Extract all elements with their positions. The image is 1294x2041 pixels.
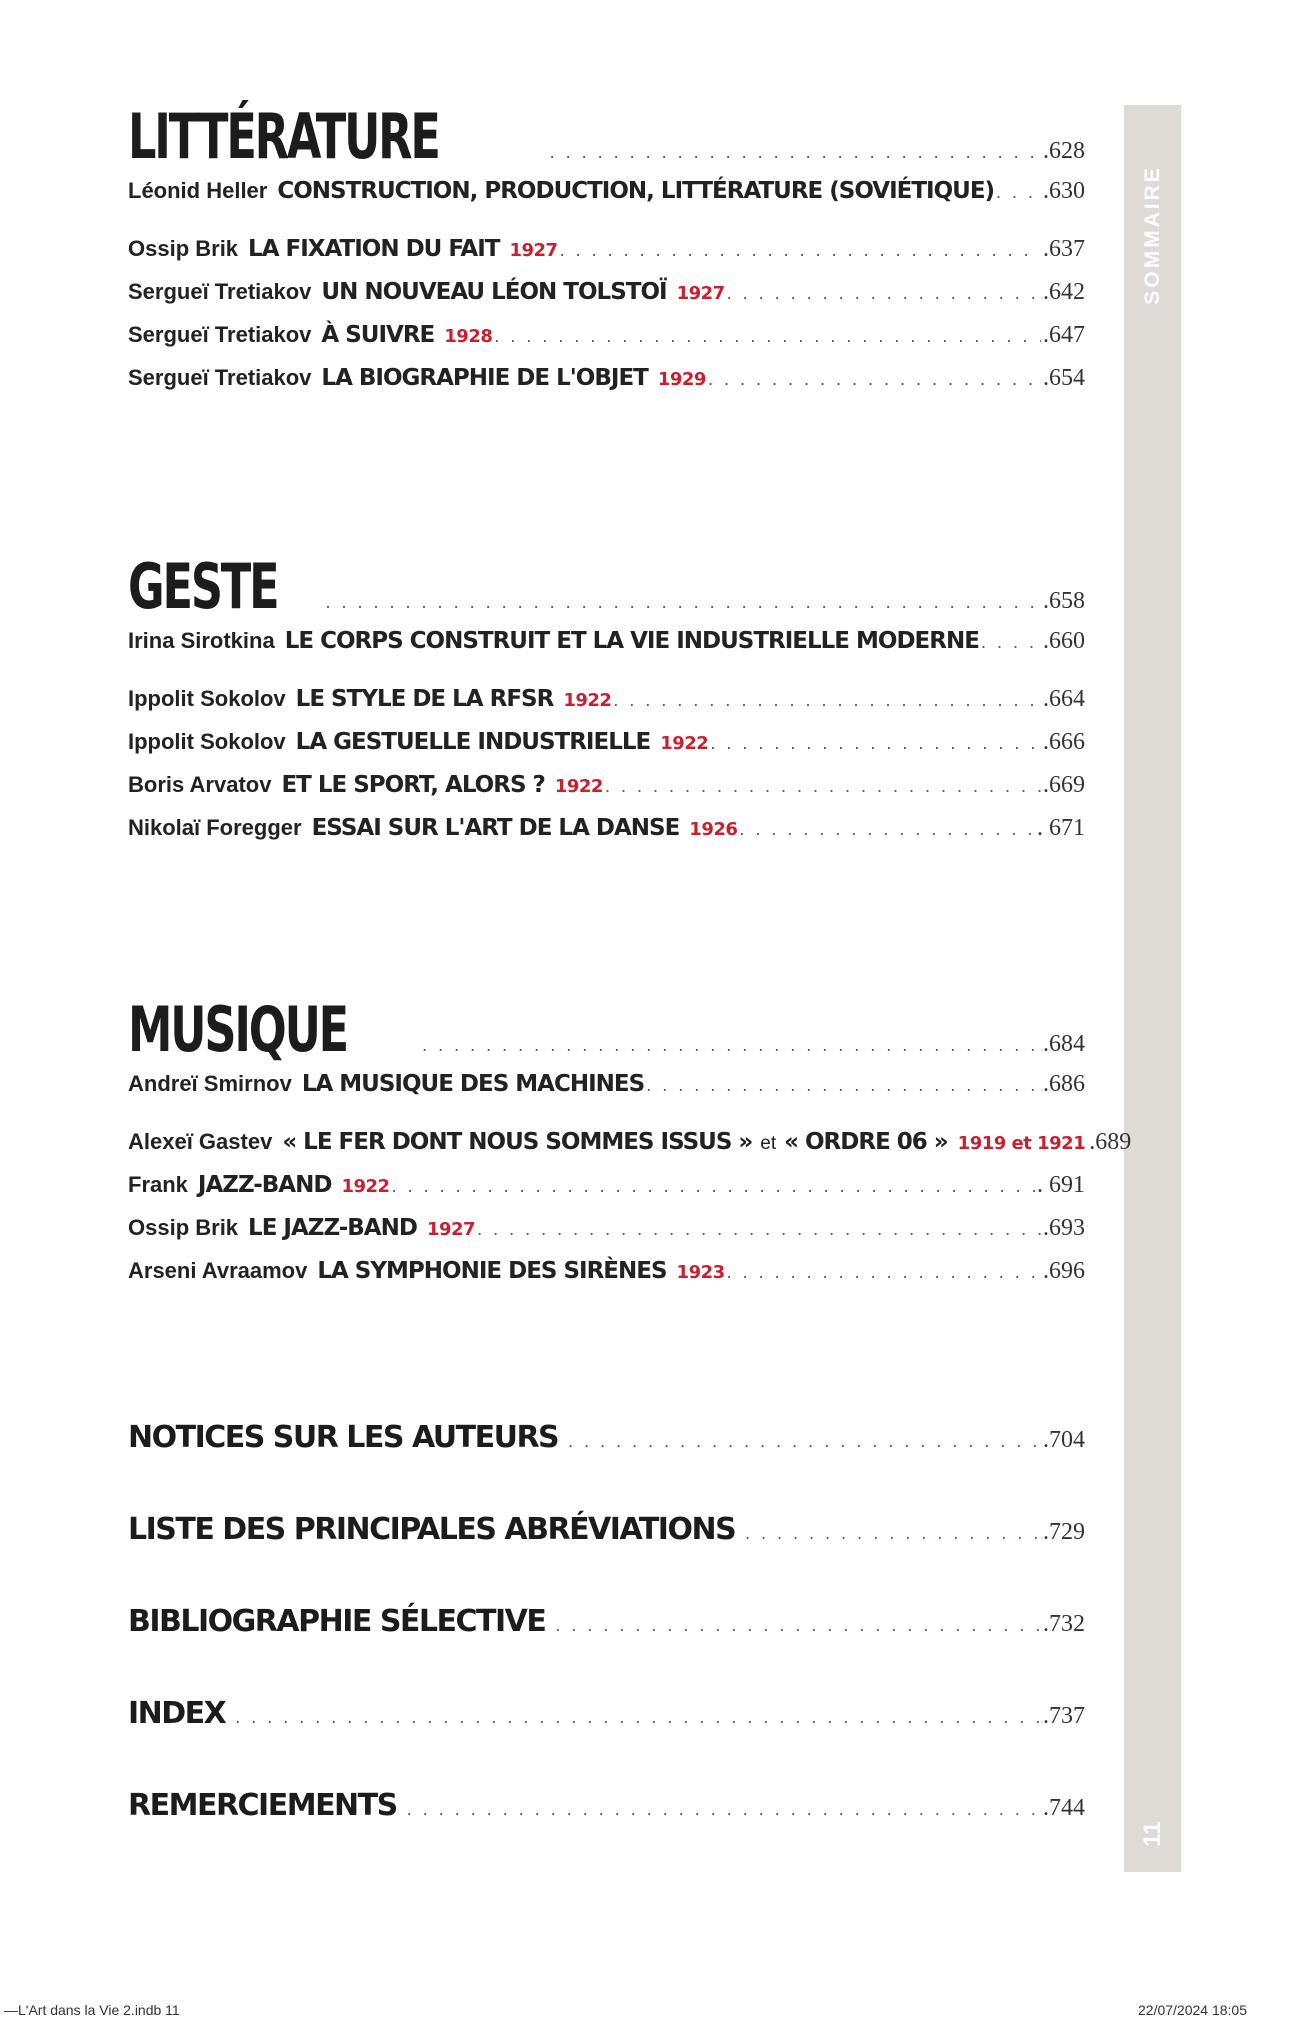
entry-title: LA FIXATION DU FAIT (248, 236, 500, 262)
page-ref: .729 (1043, 1519, 1085, 1545)
page-ref: .660 (1043, 628, 1085, 654)
footer-date: 22/07/2024 18:05 (1138, 2002, 1247, 2018)
dot-leader (605, 776, 1041, 797)
toc-entry[interactable] (128, 686, 1085, 713)
toc-entry[interactable] (128, 1172, 1085, 1199)
entry-author: Nikolaï Foregger (128, 815, 302, 840)
entry-year: 1922 (660, 733, 709, 754)
dot-leader (745, 1523, 1041, 1544)
dot-leader (568, 1431, 1041, 1452)
entry-year: 1922 (554, 776, 603, 797)
entry-author: Ossip Brik (128, 236, 239, 261)
entry-title: CONSTRUCTION, PRODUCTION, LITTÉRATURE (SOVIÉTIQUE) (277, 178, 995, 204)
entry-title: UN NOUVEAU LÉON TOLSTOÏ (321, 279, 667, 305)
toc-entry[interactable] (128, 729, 1085, 756)
dot-leader (727, 283, 1041, 304)
entry-year: 1926 (689, 819, 738, 840)
appendix-entry[interactable] (128, 1512, 1085, 1547)
toc-entry[interactable] (128, 322, 1085, 349)
page-ref: .689 (1089, 1129, 1132, 1155)
entry-author: Alexeï Gastev (128, 1129, 273, 1154)
appendix-title: INDEX (128, 1696, 226, 1731)
toc-entry[interactable] (128, 772, 1085, 799)
toc-entry[interactable] (128, 279, 1085, 306)
entry-title: JAZZ-BAND (197, 1172, 332, 1198)
entry-title: LA GESTUELLE INDUSTRIELLE (295, 729, 651, 755)
appendix-entry[interactable] (128, 1604, 1085, 1639)
toc-entry[interactable] (128, 628, 1085, 655)
entry-year: 1929 (657, 369, 706, 390)
page-ref: .637 (1043, 236, 1085, 262)
section-heading-row[interactable] (128, 550, 1085, 623)
entry-title: LE JAZZ-BAND (248, 1215, 417, 1241)
dot-leader (550, 142, 1041, 163)
entry-author: Irina Sirotkina (128, 628, 275, 653)
appendix-title: REMERCIEMENTS (128, 1788, 397, 1823)
entry-title: LA BIOGRAPHIE DE L'OBJET (321, 365, 648, 391)
page-ref: . 691 (1037, 1172, 1085, 1198)
appendix-title: NOTICES SUR LES AUTEURS (128, 1420, 559, 1455)
page-ref: .658 (1043, 588, 1085, 614)
section-heading-row[interactable] (128, 993, 1085, 1066)
dot-leader (560, 240, 1041, 261)
entry-author: Ossip Brik (128, 1215, 239, 1240)
entry-year: 1922 (341, 1176, 390, 1197)
footer-file: —L'Art dans la Vie 2.indb 11 (4, 2002, 180, 2018)
entry-author: Sergueï Tretiakov (128, 279, 312, 304)
entry-author: Ippolit Sokolov (128, 729, 286, 754)
appendix-entry[interactable] (128, 1788, 1085, 1823)
dot-leader (235, 1707, 1041, 1728)
dot-leader (392, 1176, 1035, 1197)
page-ref: .642 (1043, 279, 1085, 305)
dot-leader (555, 1615, 1041, 1636)
dot-leader (494, 326, 1041, 347)
page-ref: .630 (1043, 178, 1085, 204)
appendix-title: LISTE DES PRINCIPALES ABRÉVIATIONS (128, 1512, 736, 1547)
entry-author: Boris Arvatov (128, 772, 272, 797)
entry-year: 1919 et 1921 (957, 1133, 1086, 1154)
page-ref: .669 (1043, 772, 1085, 798)
entry-title: « LE FER DONT NOUS SOMMES ISSUS » (282, 1129, 753, 1155)
toc-entry[interactable] (128, 1215, 1085, 1242)
sidebar-tab (1124, 105, 1181, 1872)
page-ref: .654 (1043, 365, 1085, 391)
dot-leader (708, 369, 1041, 390)
dot-leader (710, 733, 1041, 754)
section-heading: GESTE (128, 550, 278, 623)
entry-author: Arseni Avraamov (128, 1258, 308, 1283)
toc-entry[interactable] (128, 236, 1085, 263)
entry-author: Andreï Smirnov (128, 1071, 292, 1096)
page-ref: .732 (1043, 1611, 1085, 1637)
entry-year: 1927 (509, 240, 558, 261)
dot-leader (326, 592, 1041, 613)
dot-leader (422, 1035, 1041, 1056)
entry-year: 1923 (676, 1262, 725, 1283)
page-ref: . 671 (1037, 815, 1085, 841)
section-heading: LITTÉRATURE (128, 100, 439, 173)
entry-title: À SUIVRE (321, 322, 435, 348)
page-ref: .664 (1043, 686, 1085, 712)
section-heading: MUSIQUE (128, 993, 348, 1066)
toc-entry[interactable] (128, 365, 1085, 392)
toc-entry[interactable] (128, 1071, 1085, 1098)
entry-title-second: « ORDRE 06 » (784, 1129, 948, 1155)
toc-entry[interactable] (128, 178, 1085, 205)
entry-author: Sergueï Tretiakov (128, 322, 312, 347)
page-number: 11 (1138, 1821, 1166, 1847)
dot-leader (407, 1799, 1041, 1820)
page-ref: .686 (1043, 1071, 1085, 1097)
appendix-entry[interactable] (128, 1420, 1085, 1455)
page-ref: .693 (1043, 1215, 1085, 1241)
entry-author: Sergueï Tretiakov (128, 365, 312, 390)
entry-title: LE STYLE DE LA RFSR (295, 686, 554, 712)
entry-author: Léonid Heller (128, 178, 268, 203)
page-ref: .744 (1043, 1795, 1085, 1821)
section-heading-row[interactable] (128, 100, 1085, 173)
dot-leader (981, 632, 1041, 653)
page-ref: .684 (1043, 1031, 1085, 1057)
appendix-title: BIBLIOGRAPHIE SÉLECTIVE (128, 1604, 546, 1639)
page-ref: .647 (1043, 322, 1085, 348)
appendix-entry[interactable] (128, 1696, 1085, 1731)
sidebar-label: SOMMAIRE (1140, 165, 1164, 305)
dot-leader (477, 1219, 1041, 1240)
entry-author: Frank (128, 1172, 188, 1197)
page-ref: .696 (1043, 1258, 1085, 1284)
entry-title: LA SYMPHONIE DES SIRÈNES (317, 1258, 667, 1284)
entry-title: LE CORPS CONSTRUIT ET LA VIE INDUSTRIELLE MODERNE (284, 628, 979, 654)
entry-title: ET LE SPORT, ALORS ? (281, 772, 545, 798)
dot-leader (727, 1262, 1041, 1283)
entry-title: LA MUSIQUE DES MACHINES (301, 1071, 645, 1097)
page-ref: .737 (1043, 1703, 1085, 1729)
dot-leader (996, 182, 1041, 203)
dot-leader (613, 690, 1041, 711)
entry-title: ESSAI SUR L'ART DE LA DANSE (311, 815, 680, 841)
entry-author: Ippolit Sokolov (128, 686, 286, 711)
toc-entry[interactable] (128, 1129, 1132, 1156)
entry-year: 1928 (444, 326, 493, 347)
page-ref: .628 (1043, 138, 1085, 164)
entry-year: 1927 (426, 1219, 476, 1240)
entry-connector: et (760, 1133, 777, 1154)
dot-leader (646, 1075, 1041, 1096)
dot-leader (739, 819, 1035, 840)
page-ref: .704 (1043, 1427, 1085, 1453)
toc-entry[interactable] (128, 815, 1085, 842)
entry-year: 1927 (676, 283, 725, 304)
page-ref: .666 (1043, 729, 1085, 755)
entry-year: 1922 (563, 690, 612, 711)
toc-entry[interactable] (128, 1258, 1085, 1285)
